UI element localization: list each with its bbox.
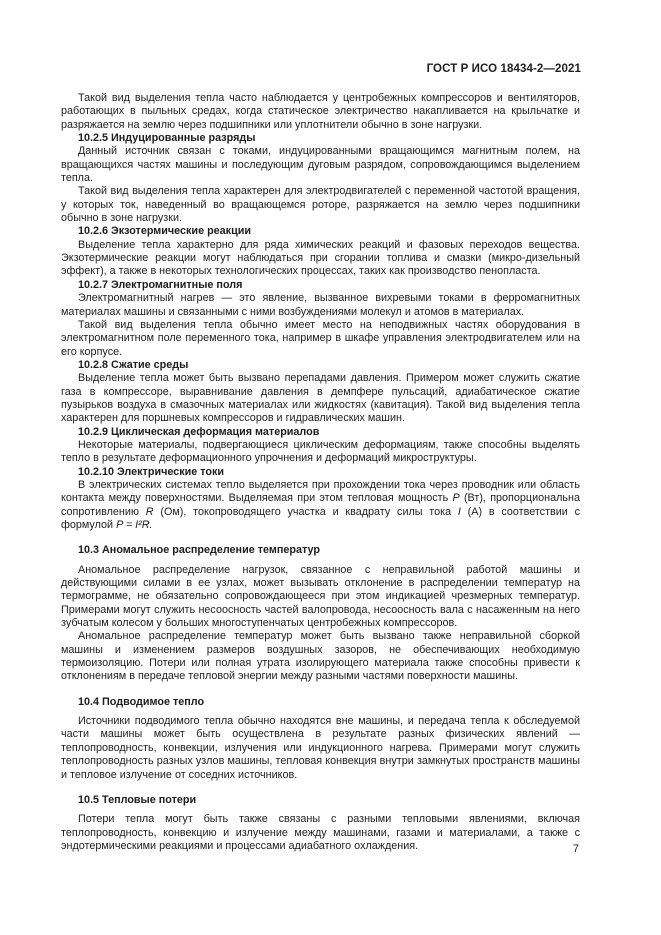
paragraph-formula — [61, 479, 580, 532]
paragraph: Аномальное распределение температур может быть вызвано также неправильной сборкой машины и изменением размеров воздушных зазоров, не обеспечивающих необходимую термоизоляцию. Потери или полная утрата изолирующего материала также способны привести к отклонениям в передаче тепловой энергии между разными частями поверхности машины. — [61, 630, 580, 683]
section-heading-10-5: 10.5 Тепловые потери — [78, 793, 197, 806]
symbol-resistance: R — [145, 505, 154, 518]
section-heading-10-3: 10.3 Аномальное распределение температур — [78, 544, 320, 557]
section-heading-10-2-8: 10.2.8 Сжатие среды — [78, 358, 189, 371]
section-heading-10-4: 10.4 Подводимое тепло — [78, 695, 205, 708]
paragraph: Выделение тепла может быть вызвано перепадами давления. Примером может служить сжатие газа в компрессоре, выравнивание давления в демпфере пульсаций, адиабатическое сжатие пузырьков воздуха в смазочных материалах или жидкостях (кавитация). Такой вид выделения тепла характерен для поршневых компрессоров и гидравлических машин. — [61, 372, 580, 425]
section-heading-10-2-7: 10.2.7 Электромагнитные поля — [78, 278, 243, 291]
paragraph: Выделение тепла характерно для ряда химических реакций и фазовых переходов вещества. Экзотермические реакции могут наблюдаться при сгорании топлива и смазки (микро-дизельный эффект), а также в некоторых технологических процессах, таких как производство пенопласта. — [61, 238, 580, 278]
paragraph: Некоторые материалы, подвергающиеся циклическим деформациям, также способны выделять тепло в результате деформационного упрочнения и деформаций микроструктуры. — [61, 438, 580, 465]
paragraph-text: (Ом), токопроводящего участка и квадрату силы тока — [153, 505, 458, 518]
paragraph: Электромагнитный нагрев — это явление, вызванное вихревыми токами в ферромагнитных материалах машины и связанными с ними возбуждениями молекул и атомов в материалах. — [61, 292, 580, 318]
paragraph: Такой вид выделения тепла характерен для электродвигателей с переменной частотой вращения, у которых ток, наведенный во вращающемся роторе, разряжается на землю через подшипники обычно в зоне нагрузки. — [61, 185, 580, 225]
symbol-power: P — [452, 492, 460, 505]
symbol-current: I — [457, 505, 461, 518]
section-heading-10-2-6: 10.2.6 Экзотермические реакции — [78, 225, 251, 238]
section-heading-10-2-10: 10.2.10 Электрические токи — [78, 465, 225, 478]
document-body — [61, 92, 580, 853]
paragraph: Данный источник связан с токами, индуцированными вращающимся магнитным полем, на вращающихся частях машины и последующим дуговым разрядом, сопровождающимся выделением тепла. — [61, 145, 580, 185]
paragraph-text: (А) в соответствии с формулой — [61, 505, 580, 531]
paragraph: Аномальное распределение нагрузок, связанное с неправильной работой машины и действующими силами в ее узлах, может вызывать отклонение в распределении температур на термограмме, не обязательно сопровождающееся при этом индикацией чрезмерных температур. Примерами могут служить несоосность частей валопровода, несоосность вала с насаженным на него зубчатым колесом у больших многоступенчатых центробежных компрессоров. — [61, 563, 580, 630]
paragraph: Источники подводимого тепла обычно находятся вне машины, и передача тепла к обследуемой части машины может быть осуществлена в результате разных физических явлений — теплопроводность, конвекции, излучения или индукционного нагрева. Примерами могут служить теплопроводность разных узлов машины, тепловая конвекция внутри замкнутых пространств машины и тепловое излучение от соседних источников. — [61, 715, 580, 781]
formula: P = I²R. — [116, 519, 153, 531]
paragraph-text: (Вт), пропорциональна сопротивлению — [61, 492, 580, 518]
section-heading-10-2-5: 10.2.5 Индуцированные разряды — [78, 132, 256, 145]
paragraph: Такой вид выделения тепла часто наблюдается у центробежных компрессоров и вентиляторов, работающих в пыльных средах, когда статическое электричество накапливается на крыльчатке и разряжается на землю через подшипники или уплотнители обычно в зоне нагрузки. — [61, 92, 580, 131]
section-heading-10-2-9: 10.2.9 Циклическая деформация материалов — [78, 425, 320, 438]
document-header-id: ГОСТ Р ИСО 18434-2—2021 — [426, 63, 581, 75]
page-number: 7 — [572, 843, 579, 855]
paragraph: Такой вид выделения тепла обычно имеет место на неподвижных частях оборудования в электромагнитном поле переменного тока, например в шкафе управления электродвигателем или на его корпусе. — [61, 318, 580, 358]
paragraph: Потери тепла могут быть также связаны с разными тепловыми явлениями, включая теплопроводность, конвекцию и излучение между машинами, газами и материалами, а также с эндотермическими реакциями и процессами адиабатного охлаждения. — [61, 813, 580, 852]
paragraph-text: В электрических системах тепло выделяется при прохождении тока через проводник или область контакта между поверхностями. Выделяемая при этом тепловая мощность — [61, 478, 580, 505]
